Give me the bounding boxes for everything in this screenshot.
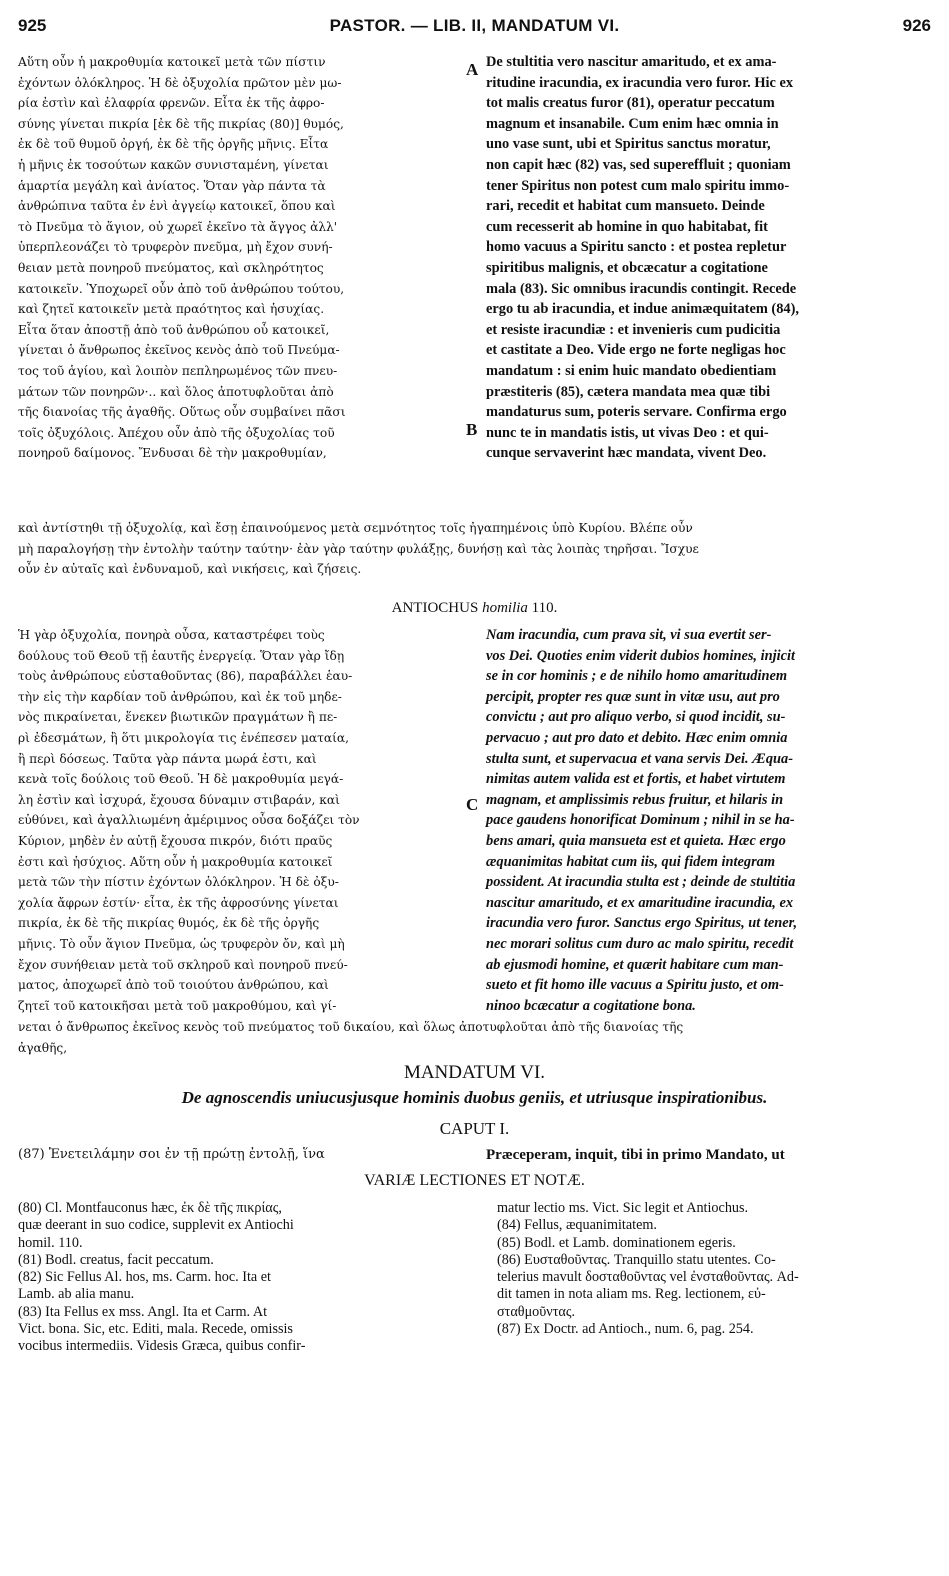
latin-text-line: mandaturus sum, poteris servare. Confirma ergo — [486, 404, 787, 421]
greek-text-line: ἐστι καὶ ἡσύχιος. Αὕτη οὖν ἡ μακροθυμία κατοικεῖ — [18, 854, 333, 869]
latin-column-2 — [486, 625, 934, 1016]
note-line: vocibus intermediis. Videsis Græca, quibus confir- — [18, 1338, 306, 1355]
greek-full-width-2 — [18, 1017, 931, 1058]
greek-text-line: λη ἐστὶν καὶ ἰσχυρά, ἔχουσα δύναμιν στιβαράν, καὶ — [18, 792, 340, 807]
greek-text-line: ἁμαρτία μεγάλη καὶ ἀνίατος. Ὅταν γὰρ πάντα τὰ — [18, 178, 326, 193]
latin-text-line: non capit hæc (82) vas, sed supereffluit ; quoniam — [486, 156, 791, 173]
latin-text-line: ab ejusmodi homine, et quærit habitare cum man- — [486, 956, 784, 973]
greek-text-line: κατοικεῖν. Ὑποχωρεῖ οὖν ἀπὸ τοῦ ἀνθρώπου τούτου, — [18, 281, 345, 296]
mandatum-greek-line: (87) Ἐνετειλάμην σοι ἐν τῇ πρώτῃ ἐντολῇ, ἵνα — [18, 1147, 325, 1162]
greek-text-line: γίνεται ὁ ἄνθρωπος ἐκεῖνος κενὸς ἀπὸ τοῦ Πνεύμα- — [18, 343, 340, 358]
note-line: (83) Ita Fellus ex mss. Angl. Ita et Carm. At — [18, 1303, 268, 1320]
greek-text-line: Ἡ γὰρ ὀξυχολία, πονηρὰ οὖσα, καταστρέφει τοὺς — [18, 628, 325, 642]
mandatum-heading: MANDATUM VI. — [403, 1062, 546, 1083]
latin-text-line: homo vacuus a Spiritu sancto : et postea repletur — [486, 239, 787, 256]
latin-text-line: vos Dei. Quoties enim viderit dubios homines, injicit — [486, 647, 796, 664]
note-line: (84) Fellus, æquanimitatem. — [497, 1217, 657, 1234]
notes-left-column — [18, 1200, 468, 1356]
greek-text-line: Εἶτα ὅταν ἀποστῇ ἀπὸ τοῦ ἀνθρώπου οὗ κατοικεῖ, — [18, 322, 330, 337]
latin-text-line: cunque servaverint hæc mandata, vivent Deo. — [486, 445, 767, 462]
note-line: matur lectio ms. Vict. Sic legit et Antiochus. — [497, 1200, 749, 1216]
note-line: quæ deerant in suo codice, supplevit ex Antiochi — [18, 1217, 294, 1234]
note-line: (85) Bodl. et Lamb. dominationem egeris. — [497, 1234, 736, 1251]
latin-column-1 — [486, 52, 934, 464]
latin-text-line: nunc te in mandatis istis, ut vivas Deo : et qui- — [486, 424, 769, 441]
greek-text-line: ὑπερπλεονάζει τὸ τρυφερὸν πνεῦμα, μὴ ἔχον συνή- — [18, 240, 333, 255]
note-line: (81) Bodl. creatus, facit peccatum. — [18, 1251, 214, 1268]
greek-text-line: τῆς διανοίας τῆς ἀγαθῆς. Οὕτως οὖν συμβαίνει πᾶσι — [18, 405, 346, 420]
greek-text-line: τοῖς ὀξυχόλοις. Ἀπέχου οὖν ἀπὸ τῆς ὀξυχολίας τοῦ — [18, 425, 335, 440]
latin-text-line: uno vase sunt, ubi et Spiritus sanctus moratur, — [486, 136, 771, 153]
running-header — [18, 16, 931, 46]
note-line: (80) Cl. Montfauconus hæc, ἐκ δὲ τῆς πικρίας, — [18, 1200, 282, 1216]
latin-text-line: mala (83). Sic omnibus iracundis contingit. Recede — [486, 280, 797, 297]
notes-heading: VARIÆ LECTIONES ET NOTÆ. — [364, 1172, 585, 1189]
note-line: (82) Sic Fellus Al. hos, ms. Carm. hoc. Ita et — [18, 1269, 271, 1286]
latin-text-line: et resiste iracundiæ : et invenieris cum pudicitia — [486, 321, 781, 338]
latin-text-line: convictu ; aut pro aliquo verbo, si quod incidit, su- — [486, 709, 786, 726]
margin-marker-b: B — [466, 420, 478, 439]
greek-text-line: μετὰ τῶν τὴν πίστιν ἐχόντων ὁλόκληρον. Ἡ δὲ ὀξυ- — [18, 875, 339, 890]
latin-text-line: pervacuo ; aut pro dato et debito. Hæc enim omnia — [486, 729, 788, 746]
note-line: Lamb. ab alia manu. — [18, 1286, 135, 1303]
greek-text-line: τος τοῦ ἁγίου, καὶ λοιπὸν πεπληρωμένος τῶν πνευ- — [18, 363, 338, 378]
latin-text-line: sueto et fit homo ille vacuus a Spiritu justo, et om- — [486, 977, 784, 994]
greek-text-line: ρία ἐστὶν καὶ ἐλαφρία φρενῶν. Εἶτα ἐκ τῆς ἀφρο- — [18, 96, 325, 111]
greek-text-line: οὖν ἐν αὐταῖς καὶ ἐνδυναμοῦ, καὶ νικήσεις, καὶ ζήσεις. — [18, 562, 362, 577]
greek-text-line: ἔχον συνήθειαν μετὰ τοῦ σκληροῦ καὶ πονηροῦ πνεύ- — [18, 957, 348, 972]
latin-text-line: cum recesserit ab homine in quo habitabat, fit — [486, 218, 768, 235]
greek-text-line: ματος, ἀποχωρεῖ ἀπὸ τοῦ τοιούτου ἀνθρώπου, καὶ — [18, 978, 329, 993]
latin-text-line: æquanimitas habitat cum iis, qui fidem integram — [486, 853, 776, 870]
greek-text-line: Κύριον, μηδὲν ἐν αὐτῇ ἔχουσα πικρόν, διότι πραῦς — [18, 833, 333, 848]
latin-text-line: nec morari solitus cum duro ac malo spiritu, recedit — [486, 935, 794, 952]
greek-text-line: πονηροῦ δαίμονος. Ἔνδυσαι δὲ τὴν μακροθυμίαν, — [18, 446, 327, 461]
latin-text-line: ritudine iracundia, ex iracundia vero furor. Hic ex — [486, 74, 794, 91]
greek-column-2 — [18, 625, 466, 1016]
greek-text-line: μῆνις. Τὸ οὖν ἅγιον Πνεῦμα, ὡς τρυφερὸν ὄν, καὶ μὴ — [18, 936, 345, 951]
latin-text-line: Nam iracundia, cum prava sit, vi sua evertit ser- — [486, 627, 772, 643]
note-line: Vict. bona. Sic, etc. Editi, mala. Recede, omissis — [18, 1321, 293, 1338]
greek-text-line: μάτων τῶν πονηρῶν·.. καὶ ὅλος ἀποτυφλοῦται ἀπὸ — [18, 384, 334, 399]
greek-text-line: εὐθύνει, καὶ ἀγαλλιωμένη ἀμέριμνος οὖσα δοξάζει τὸν — [18, 813, 360, 828]
latin-text-line: tot malis creatus furor (81), operatur peccatum — [486, 95, 775, 112]
margin-marker-a: A — [466, 60, 479, 79]
note-line: telerius mavult δοσταθοῦντας vel ἐνσταθοῦντας. Ad- — [497, 1269, 799, 1286]
notes-right-column — [497, 1200, 937, 1338]
mandatum-latin-line: Præceperam, inquit, tibi in primo Mandato, ut — [486, 1147, 785, 1163]
latin-text-line: præstiteris (85), cætera mandata mea quæ tibi — [486, 383, 771, 400]
greek-text-line: πικρία, ἐκ δὲ τῆς πικρίας θυμός, ἐκ δὲ τῆς ὀργῆς — [18, 916, 320, 931]
greek-text-line: ἐχόντων ὁλόκληρος. Ἡ δὲ ὀξυχολία πρῶτον μὲν μω- — [18, 75, 342, 90]
latin-text-line: magnam, et amplissimis rebus fruitur, et hilaris in — [486, 791, 784, 808]
greek-column-1 — [18, 52, 466, 464]
latin-text-line: rari, recedit et habitat cum mansueto. Deinde — [486, 198, 765, 215]
latin-text-line: spiritibus malignis, et obcæcatur a cogitatione — [486, 259, 768, 276]
greek-text-line: Αὕτη οὖν ἡ μακροθυμία κατοικεῖ μετὰ τῶν πίστιν — [18, 55, 326, 69]
running-title: PASTOR. — LIB. II, MANDATUM VI. — [329, 16, 620, 35]
latin-text-line: stulta sunt, et supervacua et vana servis Dei. Æqua- — [486, 750, 794, 767]
latin-text-line: bens amari, quia mansueta est et quieta. Hæc ergo — [486, 832, 786, 849]
greek-text-line: τὸ Πνεῦμα τὸ ἅγιον, οὐ χωρεῖ ἐκεῖνο τὰ ἄγγος ἀλλ' — [18, 219, 338, 234]
greek-full-width-1 — [18, 518, 931, 580]
mandatum-subtitle: De agnoscendis uniucusjusque hominis duobus geniis, et utriusque inspirationibus. — [181, 1088, 768, 1107]
greek-text-line: ζητεῖ τοῦ κατοικῆσαι μετὰ τοῦ μακροθύμου, καὶ γί- — [18, 998, 337, 1013]
greek-text-line: ἡ μῆνις ἐκ τοσούτων κακῶν συνισταμένη, γίνεται — [18, 157, 329, 172]
latin-text-line: et castitate a Deo. Vide ergo ne forte negligas hoc — [486, 342, 786, 359]
greek-text-line: σύνης γίνεται πικρία [ἐκ δὲ τῆς πικρίας (80)] θυμός, — [18, 116, 344, 131]
margin-marker-c: C — [466, 795, 479, 814]
greek-text-line: νὸς πικραίνεται, ἕνεκεν βιωτικῶν πραγμάτων ἢ πε- — [18, 710, 338, 725]
greek-text-line: τοὺς ἀνθρώπους εὐσταθοῦντας (86), παραβάλλει ἑαυ- — [18, 669, 353, 684]
latin-text-line: nascitur amaritudo, et ex amaritudine iracundia, ex — [486, 894, 794, 911]
antiochus-heading — [0, 600, 949, 617]
greek-text-line: ἀγαθῆς, — [18, 1040, 68, 1055]
latin-text-line: se in cor hominis ; e de nihilo homo amaritudinem — [486, 668, 788, 685]
greek-text-line: τὴν εἰς τὴν καρδίαν τοῦ ἀνθρώπου, καὶ ἐκ τοῦ μηδε- — [18, 689, 342, 704]
note-line: (87) Ex Doctr. ad Antioch., num. 6, pag. 254. — [497, 1321, 754, 1338]
page-number-right: 926 — [902, 16, 931, 35]
antiochus-author: ANTIOCHUS — [391, 600, 479, 616]
greek-text-line: δούλους τοῦ Θεοῦ τῇ ἑαυτῆς ἐνεργείᾳ. Ὅταν γὰρ ἴδῃ — [18, 648, 345, 663]
latin-text-line: possident. At iracundia stulta est ; deinde de stultitia — [486, 874, 796, 891]
greek-text-line: ἀνθρώπινα ταῦτα ἐν ἑνὶ ἀγγείῳ κατοικεῖ, ὅπου καὶ — [18, 199, 336, 214]
page-number-left: 925 — [18, 16, 47, 35]
greek-text-line: νεται ὁ ἄνθρωπος ἐκεῖνος κενὸς τοῦ πνεύματος τοῦ δικαίου, καὶ ὅλως ἀποτυφλοῦται ἀπὸ τῆς διανοίας τῆς — [18, 1020, 684, 1034]
latin-text-line: tener Spiritus non potest cum malo spiritu immo- — [486, 177, 790, 194]
caput-heading: CAPUT I. — [439, 1119, 510, 1138]
note-line: homil. 110. — [18, 1234, 83, 1251]
latin-text-line: mandatum : si enim huic mandato obedientiam — [486, 362, 777, 379]
greek-text-line: καὶ ζητεῖ κατοικεῖν μετὰ πραότητος καὶ ἡσυχίας. — [18, 302, 325, 317]
latin-text-line: magnum et insanabile. Cum enim hæc omnia in — [486, 115, 779, 132]
latin-text-line: De stultitia vero nascitur amaritudo, et ex ama- — [486, 54, 777, 70]
latin-text-line: pace gaudens honorificat Dominum ; nihil in se ha- — [486, 812, 795, 829]
greek-text-line: θειαν μετὰ πονηροῦ πνεύματος, καὶ σκληρότητος — [18, 260, 324, 275]
latin-text-line: percipit, propter res quæ sunt in vitæ usu, aut pro — [486, 688, 780, 705]
antiochus-work: homilia — [482, 600, 528, 616]
note-line: σταθμοῦντας. — [497, 1303, 576, 1320]
greek-text-line: μὴ παραλογήσῃ τὴν ἐντολὴν ταύτην ταύτην· ἐὰν γὰρ ταύτην φυλάξῃς, δυνήσῃ καὶ τὰς λοιπὰς τηρῆσαι. Ἴσχυε — [18, 541, 699, 556]
greek-text-line: ρὶ ἐδεσμάτων, ἢ ὅτι μικρολογία τις ἐνέπεσεν ματαία, — [18, 730, 350, 745]
greek-text-line: καὶ ἀντίστηθι τῇ ὀξυχολίᾳ, καὶ ἔσῃ ἐπαινούμενος μετὰ σεμνότητος τοῖς ἠγαπημένοις ὑπὸ Κυρίου. Βλέπε οὖν — [18, 521, 693, 535]
greek-text-line: χολία ἄφρων ἐστίν· εἶτα, ἐκ τῆς ἀφροσύνης γίνεται — [18, 895, 339, 910]
note-line: dit tamen in nota aliam ms. Reg. lectionem, εὐ- — [497, 1286, 766, 1303]
latin-text-line: nimitas autem valida est et fortis, et habet virtutem — [486, 771, 786, 788]
greek-text-line: ἐκ δὲ τοῦ θυμοῦ ὀργή, ἐκ δὲ τῆς ὀργῆς μῆνις. Εἶτα — [18, 137, 329, 152]
greek-text-line: ἢ περὶ δόσεως. Ταῦτα γὰρ πάντα μωρά ἐστι, καὶ — [18, 751, 317, 766]
latin-text-line: ninoo bcæcatur a cogitatione bona. — [486, 997, 696, 1014]
latin-text-line: ergo tu ab iracundia, et indue animæquitatem (84), — [486, 301, 799, 318]
antiochus-number: 110. — [531, 600, 558, 616]
latin-text-line: iracundia vero furor. Sanctus ergo Spiritus, ut tener, — [486, 915, 798, 932]
greek-text-line: κενὰ τοῖς δούλοις τοῦ Θεοῦ. Ἡ δὲ μακροθυμία μεγά- — [18, 772, 344, 787]
note-line: (86) Ευσταθοῦντας. Tranquillo statu utentes. Co- — [497, 1251, 776, 1268]
